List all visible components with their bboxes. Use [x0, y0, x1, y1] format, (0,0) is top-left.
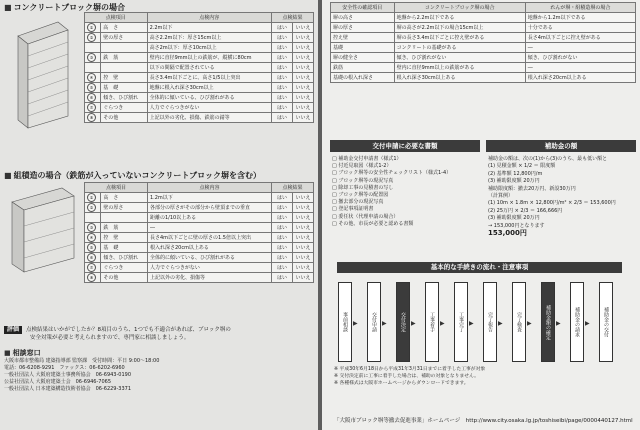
amount-header-bar: 補助金の額 [486, 140, 636, 152]
row-number [85, 253, 101, 263]
row-item: 塀の高さ [331, 13, 395, 23]
doc-item: □ ブロック塀等の現況写真 [332, 177, 394, 184]
row-number [85, 233, 101, 243]
checklist-row [85, 263, 314, 273]
doc-item: □ 委任状（代理申請の場合） [332, 213, 399, 220]
row-item: 傾き、ひび割れ [101, 93, 147, 103]
answer-no[interactable]: いいえ [293, 243, 314, 253]
row-item: 鉄 筋 [101, 223, 148, 233]
amount-line: (2) 基準額 12,800円/m [488, 170, 543, 177]
comparison-row [331, 73, 636, 83]
doc-item: □ ブロック塀等の配置図 [332, 192, 389, 199]
checklist-row [85, 223, 314, 233]
row-content: 人力でぐらつきがない [147, 263, 271, 273]
procedure-flow-header: 基本的な手続きの流れ・注意事項 [337, 262, 622, 273]
doc-item: □ ブロック塀等の安全性チェックリスト（様式1-4） [332, 170, 452, 177]
procedure-step: 交付決定 [396, 282, 410, 362]
block-wall-value: 壁内に直径9mm以上の鉄筋がある [394, 63, 525, 73]
checklist-row [85, 203, 314, 213]
answer-yes[interactable]: はい [272, 233, 293, 243]
arrow-right-icon: ▶ [585, 320, 590, 327]
answer-yes[interactable]: はい [272, 203, 293, 213]
row-number [85, 243, 101, 253]
row-content: 距離の1/10以上ある [147, 213, 271, 223]
contact-line: 公益社団法人 大阪府建築士会 06-6946-7065 [4, 379, 112, 385]
square-bullet-icon: ■ [4, 171, 12, 180]
row-number [85, 273, 101, 283]
answer-no[interactable]: いいえ [293, 23, 314, 33]
arrow-right-icon: ▶ [469, 320, 474, 327]
doc-item: □ 補助金交付申請書（様式1） [332, 156, 402, 162]
arrow-right-icon: ▶ [527, 320, 532, 327]
checklist-row [85, 23, 314, 33]
answer-no[interactable]: いいえ [293, 53, 314, 63]
arrow-right-icon: ▶ [411, 320, 416, 327]
col-head-item: 安全性の確認項目 [331, 3, 395, 13]
contact-title: ■ 相談窓口 [4, 349, 41, 357]
answer-yes[interactable]: はい [272, 33, 293, 43]
square-bullet-icon: ■ [4, 349, 11, 357]
contact-line: 大阪市都市整備局 建築指導部 監察課 受付時間：平日 9:00～18:00 [4, 358, 160, 364]
answer-yes[interactable]: はい [272, 63, 293, 73]
arrow-right-icon: ▶ [353, 320, 358, 327]
footnote: ※ 各種様式は大阪市ホームページからダウンロードできます。 [334, 381, 469, 386]
checklist-row [85, 43, 314, 53]
row-number-circle: ⑥ [87, 253, 96, 262]
row-number-circle: ③ [87, 223, 96, 232]
amount-line: （計算例） [488, 193, 514, 200]
arrow-right-icon: ▶ [498, 320, 503, 327]
contact-line: 一般社団法人 大阪府建築士事務所協会 06-6943-0190 [4, 372, 132, 378]
comparison-row [331, 43, 636, 53]
header-content: 点検内容 [147, 13, 271, 23]
procedure-step: 補助金額の確定 [541, 282, 555, 362]
header-content: 点検内容 [147, 183, 271, 193]
footnotes [334, 366, 634, 387]
answer-no[interactable]: いいえ [293, 203, 314, 213]
masonry-value: 十分である [525, 23, 635, 33]
procedure-step: 事前相談 [338, 282, 352, 362]
row-item: 控え壁 [331, 33, 395, 43]
comparison-row [331, 13, 636, 23]
row-item: 高 さ [101, 193, 148, 203]
row-number-circle: ⑧ [87, 113, 96, 122]
answer-yes[interactable]: はい [272, 263, 293, 273]
row-number-circle: ⑧ [87, 273, 96, 282]
subsidy-amount-panel [488, 156, 616, 237]
row-item [101, 43, 147, 53]
comparison-row [331, 33, 636, 43]
checklist-row [85, 273, 314, 283]
answer-no[interactable]: いいえ [293, 73, 314, 83]
amount-line: (2) 25万円 × 2/3 ＝ 166,666円 [488, 207, 563, 214]
procedure-step: 補助金の交付 [599, 282, 613, 362]
row-item: 鉄筋 [331, 63, 395, 73]
row-item: 傾き、ひび割れ [101, 253, 148, 263]
row-number-circle: ① [87, 193, 96, 202]
row-item: ぐらつき [101, 263, 148, 273]
doc-item: □ 除却工事の見積書の写し [332, 184, 394, 191]
row-item: 鉄 筋 [101, 53, 147, 63]
homepage-url: 「大阪市ブロック塀等撤去促進事業」ホームページ http://www.city.osaka.lg.jp/toshiseibi/page/0000440127.html [334, 418, 633, 424]
row-item: 壁の厚さ [101, 203, 148, 213]
row-item: 基 礎 [101, 243, 148, 253]
header-result: 点検結果 [272, 183, 314, 193]
answer-yes[interactable]: はい [272, 23, 293, 33]
arrow-right-icon: ▶ [382, 320, 387, 327]
row-item: 基礎の根入れ深さ [331, 73, 395, 83]
row-number-circle: ② [87, 33, 96, 42]
answer-yes[interactable]: はい [272, 43, 293, 53]
row-number [85, 33, 101, 43]
row-number [85, 43, 101, 53]
block-wall-value: 根入れ深さ30cm以上ある [394, 73, 525, 83]
checklist-row [85, 63, 314, 73]
col-head-masonry: れんが塀・組積造塀の場合 [525, 3, 635, 13]
procedure-step: 完了報告 [483, 282, 497, 362]
block-wall-illustration [8, 16, 80, 134]
row-content: 地盤に根入れ深さ30cm以上 [147, 83, 271, 93]
masonry-wall-illustration [6, 182, 82, 282]
section-title-masonry: ■ 組積造の場合（鉄筋が入っていないコンクリートブロック塀を含む） [4, 171, 261, 180]
row-item: 控 壁 [101, 233, 148, 243]
row-content: 高さ2.2m以下：厚さ15cm以上 [147, 33, 271, 43]
block-wall-value: 傾き、ひび割れがない [394, 53, 525, 63]
section-title-block-wall: ■ コンクリートブロック塀の場合 [4, 3, 126, 12]
answer-yes[interactable]: はい [272, 243, 293, 253]
amount-line: → 153,000円となります [488, 222, 545, 229]
row-item: ぐらつき [101, 103, 147, 113]
doc-item: □ 付近見取図（様式1-2） [332, 163, 392, 170]
row-item: 壁の厚さ [101, 33, 147, 43]
docs-list [332, 156, 451, 228]
contact-line: 電話：06-6208-9291 ファックス：06-6202-6960 [4, 365, 125, 371]
row-content: 各部分の厚さがその部分から壁頂までの垂直 [147, 203, 271, 213]
amount-line: (1) 見積金額 × 1/2 ＝ 限度額 [488, 163, 556, 170]
procedure-step: 工事完了 [454, 282, 468, 362]
contact-list [4, 358, 159, 393]
row-number-circle: ① [87, 23, 96, 32]
answer-yes[interactable]: はい [272, 113, 293, 123]
block-wall-value: 塀の高さが2.2m以下の場合15cm以上 [394, 23, 525, 33]
row-number [85, 263, 101, 273]
row-number-circle: ④ [87, 233, 96, 242]
checklist-row [85, 233, 314, 243]
procedure-step: 交付申請 [367, 282, 381, 362]
row-content: 1.2m以下 [147, 193, 271, 203]
answer-yes[interactable]: はい [272, 93, 293, 103]
answer-yes[interactable]: はい [272, 213, 293, 223]
answer-no[interactable]: いいえ [293, 263, 314, 273]
answer-yes[interactable]: はい [272, 253, 293, 263]
row-number [85, 103, 101, 113]
evaluation-text-1: 点検結果はいかがでしたか？8項目のうち、1つでも不適合があれば、ブロック塀の [26, 327, 231, 333]
answer-no[interactable]: いいえ [293, 113, 314, 123]
answer-no[interactable]: いいえ [293, 33, 314, 43]
checklist-row [85, 193, 314, 203]
procedure-step: 工事着手 [425, 282, 439, 362]
row-content: 高さ2m以下：厚さ10cm以上 [147, 43, 271, 53]
header-item: 点検項目 [85, 13, 148, 23]
answer-no[interactable]: いいえ [293, 223, 314, 233]
amount-line: 補助限度額：撤去20万円、新設30万円 [488, 185, 576, 192]
row-item: 塀の健全さ [331, 53, 395, 63]
row-item: その他 [101, 113, 147, 123]
row-number [85, 83, 101, 93]
answer-no[interactable]: いいえ [293, 233, 314, 243]
row-item: 塀の厚さ [331, 23, 395, 33]
row-item [101, 63, 147, 73]
procedure-step: 完了検査 [512, 282, 526, 362]
answer-yes[interactable]: はい [272, 83, 293, 93]
row-content: 2.2m以下 [147, 23, 271, 33]
block-wall-value: コンクリートの基礎がある [394, 43, 525, 53]
footnote: ※ 平成30年6月18日から平成31年3月31日までに着手した工事が対象 [334, 367, 486, 372]
row-content: 全体的に傾いている、ひび割れがある [147, 93, 271, 103]
row-content: 長さ3.4m以下ごとに、高さ1/5以上突出 [147, 73, 271, 83]
row-number-circle: ⑦ [87, 263, 96, 272]
doc-item: □ 登記事項証明書 [332, 206, 374, 213]
contact-line: 一般社団法人 日本建築構造技術者協会 06-6229-3371 [4, 386, 132, 392]
row-content: 人力でぐらつきがない [147, 103, 271, 113]
row-number [85, 23, 101, 33]
row-number [85, 223, 101, 233]
safety-comparison-table [330, 2, 636, 83]
row-number-circle: ② [87, 203, 96, 212]
answer-no[interactable]: いいえ [293, 83, 314, 93]
answer-yes[interactable]: はい [272, 273, 293, 283]
row-number [85, 53, 101, 63]
row-content: 全体的に傾いている、ひび割れがある [147, 253, 271, 263]
header-item: 点検項目 [85, 183, 148, 193]
row-number [85, 63, 101, 73]
amount-total: 153,000円 [488, 229, 527, 238]
row-item: 基礎 [331, 43, 395, 53]
row-content: 根入れ深さ20cm以上ある [147, 243, 271, 253]
answer-yes[interactable]: はい [272, 193, 293, 203]
right-page [322, 0, 640, 430]
doc-item: □ 撤去部分の現況写真 [332, 199, 384, 206]
checklist-row [85, 53, 314, 63]
square-bullet-icon: ■ [4, 3, 12, 12]
row-item: その他 [101, 273, 148, 283]
checklist-row [85, 33, 314, 43]
block-wall-checklist [84, 12, 314, 123]
evaluation-note [4, 326, 314, 342]
row-number-circle: ⑤ [87, 83, 96, 92]
block-wall-value: 地盤から2.2m以下である [394, 13, 525, 23]
row-content: 以下の間隔で配置されている [147, 63, 271, 73]
arrow-right-icon: ▶ [440, 320, 445, 327]
checklist-row [85, 253, 314, 263]
docs-header-bar: 交付申請に必要な書類 [330, 140, 480, 152]
checklist-row [85, 243, 314, 253]
amount-intro: 補助金の額は、次の(1)から(3)のうち、最も低い額と [488, 156, 608, 162]
comparison-row [331, 23, 636, 33]
row-number-circle: ⑦ [87, 103, 96, 112]
row-number [85, 193, 101, 203]
evaluation-label: 評価 [4, 326, 22, 334]
answer-no[interactable]: いいえ [293, 103, 314, 113]
checklist-row [85, 73, 314, 83]
row-number [85, 113, 101, 123]
row-item: 基 礎 [101, 83, 147, 93]
masonry-value: 根入れ深さ20cm以上ある [525, 73, 635, 83]
header-result: 点検結果 [272, 13, 314, 23]
row-item: 控 壁 [101, 73, 147, 83]
answer-no[interactable]: いいえ [293, 273, 314, 283]
row-content: 壁内に直径9mm以上の鉄筋が、縦横に80cm [147, 53, 271, 63]
answer-yes[interactable]: はい [272, 103, 293, 113]
masonry-checklist [84, 182, 314, 283]
masonry-value: ― [525, 43, 635, 53]
row-content: 上記以外の劣化、損傷等 [147, 273, 271, 283]
comparison-row [331, 53, 636, 63]
block-wall-value: 塀の長さ3.4m以下ごとに控え壁がある [394, 33, 525, 43]
masonry-value: ― [525, 63, 635, 73]
checklist-row [85, 103, 314, 113]
row-item [101, 213, 148, 223]
checklist-row [85, 113, 314, 123]
checklist-row [85, 213, 314, 223]
arrow-right-icon: ▶ [556, 320, 561, 327]
answer-no[interactable]: いいえ [293, 43, 314, 53]
amount-line: (1) 10m × 1.8m × 12,800円/m² × 2/3 ＝ 153,600円 [488, 200, 616, 207]
answer-yes[interactable]: はい [272, 53, 293, 63]
masonry-value: 傾き、ひび割れがない [525, 53, 635, 63]
row-number [85, 93, 101, 103]
amount-line: (3) 補助限度額 20万円 [488, 215, 540, 222]
answer-no[interactable]: いいえ [293, 213, 314, 223]
answer-yes[interactable]: はい [272, 73, 293, 83]
row-number-circle: ③ [87, 53, 96, 62]
checklist-row [85, 93, 314, 103]
col-head-block: コンクリートブロック塀の場合 [394, 3, 525, 13]
answer-no[interactable]: いいえ [293, 193, 314, 203]
row-content: 長さ4m以下ごとに壁の厚さの1.5倍以上突出 [147, 233, 271, 243]
row-number-circle: ⑥ [87, 93, 96, 102]
row-item: 高 さ [101, 23, 147, 33]
footnote: ※ 交付決定前に工事に着手した場合は、補助の対象となりません。 [334, 374, 479, 379]
row-number-circle: ⑤ [87, 243, 96, 252]
checklist-row [85, 83, 314, 93]
masonry-value: 長さ4m以下ごとに控え壁がある [525, 33, 635, 43]
amount-line: (3) 補助限度額 20万円 [488, 178, 540, 185]
masonry-value: 地盤から1.2m以下である [525, 13, 635, 23]
row-number [85, 73, 101, 83]
evaluation-text-2: 安全対策が必要と考えられますので、専門家に相談しましょう。 [30, 335, 190, 341]
row-content: ― [147, 223, 271, 233]
procedure-step: 補助金の請求 [570, 282, 584, 362]
answer-no[interactable]: いいえ [293, 253, 314, 263]
row-content: 上記以外の劣化、損傷、鉄筋の錆等 [147, 113, 271, 123]
row-number [85, 203, 101, 213]
left-page [0, 0, 318, 430]
comparison-row [331, 63, 636, 73]
row-number [85, 213, 101, 223]
answer-no[interactable]: いいえ [293, 93, 314, 103]
row-number-circle: ④ [87, 73, 96, 82]
answer-no[interactable]: いいえ [293, 63, 314, 73]
answer-yes[interactable]: はい [272, 223, 293, 233]
doc-item: □ その他、市長が必要と認める書類 [332, 220, 414, 227]
